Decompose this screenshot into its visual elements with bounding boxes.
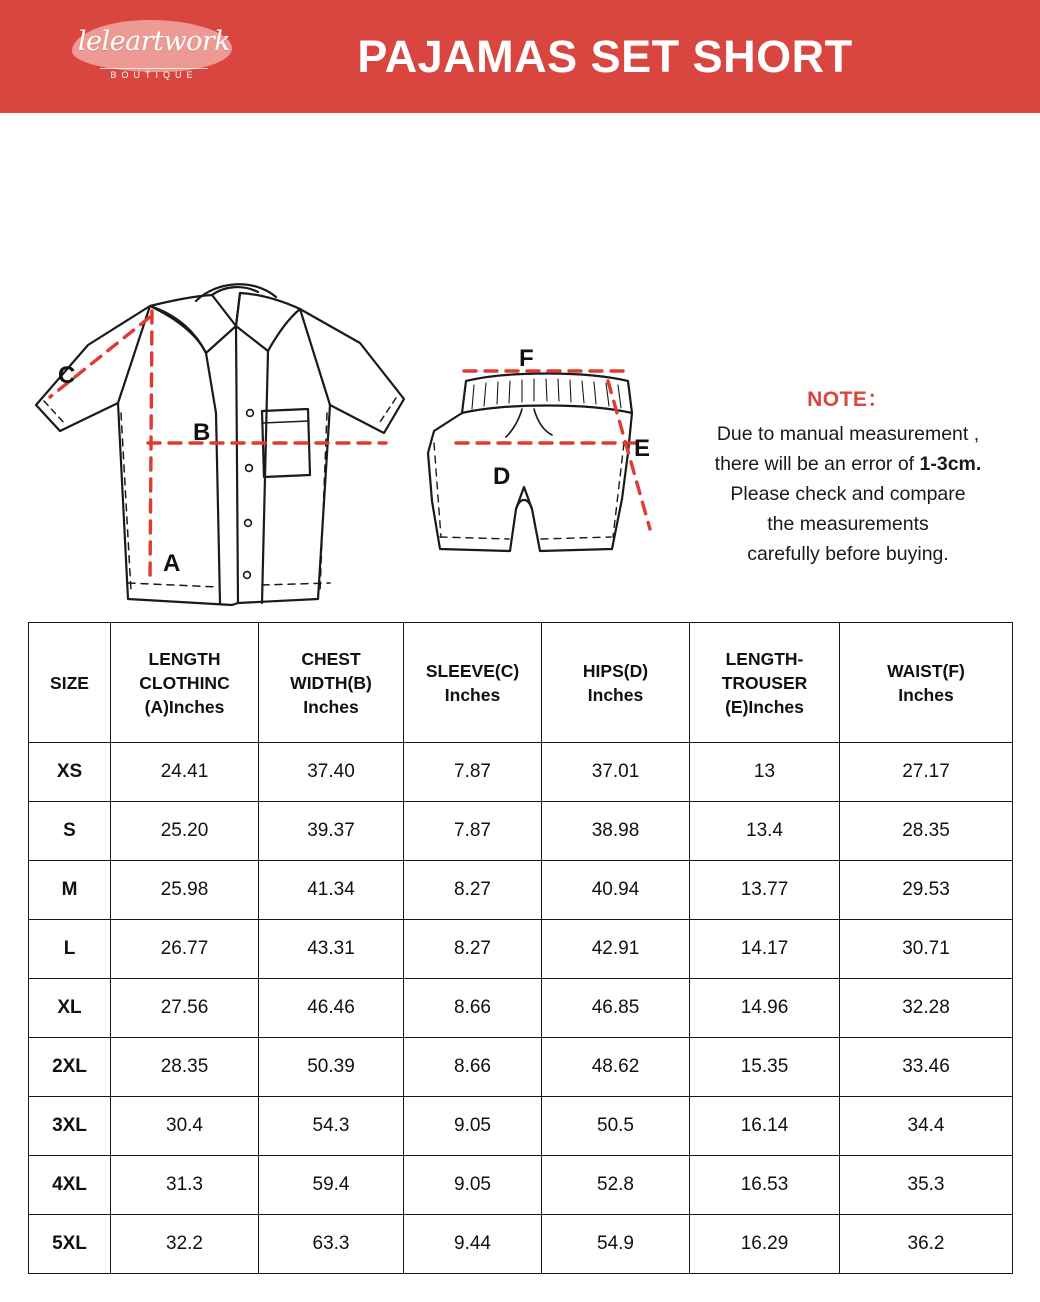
brand-logo xyxy=(62,14,242,100)
label-f: F xyxy=(519,345,534,372)
cell-trouser: 14.17 xyxy=(690,920,840,979)
table-row xyxy=(29,861,1013,920)
cell-length: 28.35 xyxy=(111,1038,259,1097)
cell-sleeve: 8.27 xyxy=(404,861,542,920)
cell-trouser: 16.29 xyxy=(690,1215,840,1274)
cell-size: 3XL xyxy=(29,1097,111,1156)
cell-hips: 42.91 xyxy=(542,920,690,979)
cell-trouser: 13 xyxy=(690,743,840,802)
label-a: A xyxy=(163,550,181,577)
label-d: D xyxy=(493,463,511,490)
logo-divider xyxy=(100,68,208,69)
note-line-1: Due to manual measurement , xyxy=(716,423,980,445)
cell-size: L xyxy=(29,920,111,979)
column-header-length: LENGTH CLOTHINC (A)Inches xyxy=(111,623,259,743)
cell-length: 30.4 xyxy=(111,1097,259,1156)
cell-hips: 37.01 xyxy=(542,743,690,802)
cell-sleeve: 8.27 xyxy=(404,920,542,979)
size-table-container xyxy=(28,622,1012,1274)
size-table xyxy=(28,622,1013,1274)
page-title: PAJAMAS SET SHORT xyxy=(357,30,853,82)
column-header-size: SIZE xyxy=(29,623,111,743)
note-tolerance: 1-3cm. xyxy=(919,453,982,475)
cell-trouser: 16.53 xyxy=(690,1156,840,1215)
column-header-hips: HIPS(D) Inches xyxy=(542,623,690,743)
cell-hips: 46.85 xyxy=(542,979,690,1038)
cell-waist: 30.71 xyxy=(840,920,1013,979)
cell-hips: 38.98 xyxy=(542,802,690,861)
cell-chest: 59.4 xyxy=(259,1156,404,1215)
table-row xyxy=(29,1156,1013,1215)
cell-size: XS xyxy=(29,743,111,802)
cell-size: 4XL xyxy=(29,1156,111,1215)
note-line-5: carefully before buying. xyxy=(747,543,949,565)
note-title: NOTE： xyxy=(807,388,889,411)
page-header xyxy=(0,0,1040,113)
cell-size: XL xyxy=(29,979,111,1038)
cell-waist: 28.35 xyxy=(840,802,1013,861)
cell-size: 2XL xyxy=(29,1038,111,1097)
table-row xyxy=(29,1097,1013,1156)
cell-hips: 40.94 xyxy=(542,861,690,920)
cell-sleeve: 9.05 xyxy=(404,1156,542,1215)
cell-chest: 63.3 xyxy=(259,1215,404,1274)
table-row xyxy=(29,743,1013,802)
cell-waist: 32.28 xyxy=(840,979,1013,1038)
cell-chest: 39.37 xyxy=(259,802,404,861)
note-line-2-prefix: there will be an error of xyxy=(714,453,920,475)
note-line-4: the measurements xyxy=(767,513,929,535)
cell-sleeve: 7.87 xyxy=(404,802,542,861)
cell-length: 27.56 xyxy=(111,979,259,1038)
column-header-waist: WAIST(F) Inches xyxy=(840,623,1013,743)
cell-length: 24.41 xyxy=(111,743,259,802)
cell-sleeve: 9.05 xyxy=(404,1097,542,1156)
cell-waist: 34.4 xyxy=(840,1097,1013,1156)
cell-size: 5XL xyxy=(29,1215,111,1274)
note-block xyxy=(676,385,1020,569)
table-header-row xyxy=(29,623,1013,743)
cell-chest: 43.31 xyxy=(259,920,404,979)
cell-waist: 36.2 xyxy=(840,1215,1013,1274)
cell-trouser: 13.77 xyxy=(690,861,840,920)
brand-tagline: BOUTIQUE xyxy=(110,70,198,80)
cell-hips: 54.9 xyxy=(542,1215,690,1274)
cell-trouser: 13.4 xyxy=(690,802,840,861)
cell-chest: 37.40 xyxy=(259,743,404,802)
cell-waist: 33.46 xyxy=(840,1038,1013,1097)
cell-length: 32.2 xyxy=(111,1215,259,1274)
column-header-trouser-length: LENGTH- TROUSER (E)Inches xyxy=(690,623,840,743)
garment-diagram xyxy=(0,113,1040,618)
table-row xyxy=(29,1215,1013,1274)
cell-chest: 46.46 xyxy=(259,979,404,1038)
table-row xyxy=(29,1038,1013,1097)
cell-waist: 35.3 xyxy=(840,1156,1013,1215)
cell-sleeve: 9.44 xyxy=(404,1215,542,1274)
cell-hips: 48.62 xyxy=(542,1038,690,1097)
cell-length: 25.98 xyxy=(111,861,259,920)
table-row xyxy=(29,802,1013,861)
cell-length: 26.77 xyxy=(111,920,259,979)
table-row xyxy=(29,979,1013,1038)
cell-chest: 54.3 xyxy=(259,1097,404,1156)
brand-name: leleartwork xyxy=(77,26,231,57)
cell-trouser: 14.96 xyxy=(690,979,840,1038)
cell-hips: 52.8 xyxy=(542,1156,690,1215)
cell-sleeve: 8.66 xyxy=(404,979,542,1038)
label-c: C xyxy=(58,362,76,389)
cell-chest: 50.39 xyxy=(259,1038,404,1097)
note-line-3: Please check and compare xyxy=(730,483,966,505)
column-header-sleeve: SLEEVE(C) Inches xyxy=(404,623,542,743)
label-b: B xyxy=(193,419,211,446)
cell-size: S xyxy=(29,802,111,861)
cell-sleeve: 7.87 xyxy=(404,743,542,802)
cell-waist: 29.53 xyxy=(840,861,1013,920)
cell-length: 31.3 xyxy=(111,1156,259,1215)
label-e: E xyxy=(634,435,651,462)
table-header xyxy=(29,623,1013,743)
cell-hips: 50.5 xyxy=(542,1097,690,1156)
cell-waist: 27.17 xyxy=(840,743,1013,802)
column-header-chest: CHEST WIDTH(B) Inches xyxy=(259,623,404,743)
cell-trouser: 16.14 xyxy=(690,1097,840,1156)
table-row xyxy=(29,920,1013,979)
cell-size: M xyxy=(29,861,111,920)
cell-sleeve: 8.66 xyxy=(404,1038,542,1097)
measure-line-a xyxy=(150,311,152,581)
cell-length: 25.20 xyxy=(111,802,259,861)
table-body xyxy=(29,743,1013,1274)
cell-chest: 41.34 xyxy=(259,861,404,920)
cell-trouser: 15.35 xyxy=(690,1038,840,1097)
